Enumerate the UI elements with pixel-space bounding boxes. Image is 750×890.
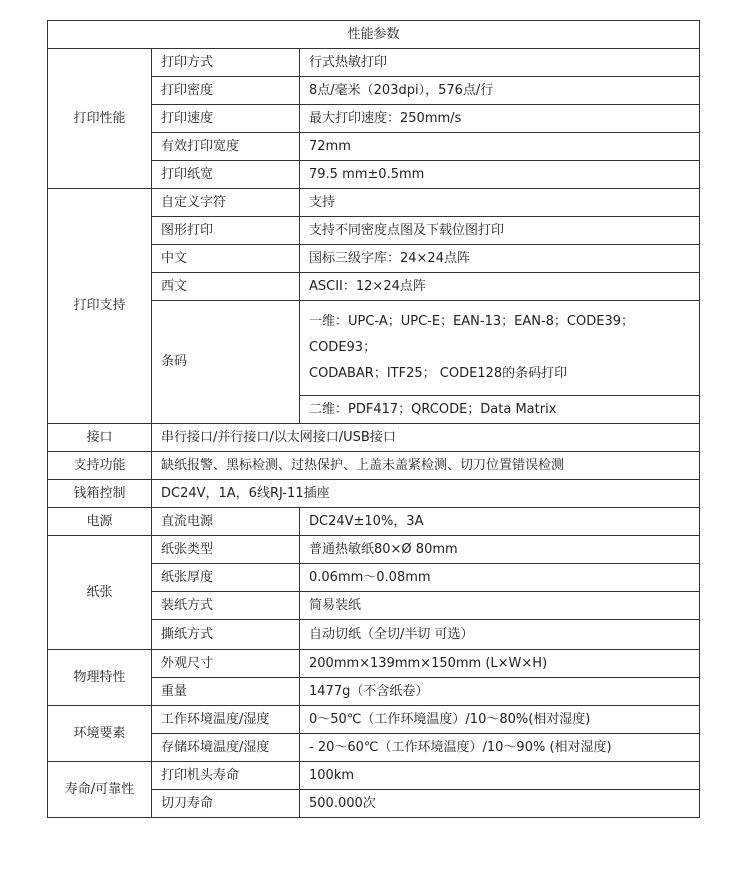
param-value: 普通热敏纸80×Ø 80mm [300, 536, 700, 564]
category-interface: 接口 [48, 424, 152, 452]
spec-table [47, 20, 700, 818]
param-value: 100km [300, 762, 700, 790]
param-value: 简易装纸 [300, 592, 700, 620]
param-value: DC24V±10%，3A [300, 508, 700, 536]
param-name: 打印密度 [152, 77, 300, 105]
param-value: 行式热敏打印 [300, 49, 700, 77]
category-physical: 物理特性 [48, 650, 152, 706]
table-row [48, 508, 700, 536]
param-value: 8点/毫米（203dpi），576点/行 [300, 77, 700, 105]
param-name: 装纸方式 [152, 592, 300, 620]
param-name-barcode: 条码 [152, 301, 300, 424]
param-name: 有效打印宽度 [152, 133, 300, 161]
param-value: 缺纸报警、黑标检测、过热保护、上盖未盖紧检测、切刀位置错误检测 [152, 452, 700, 480]
barcode-1d-value [300, 301, 700, 396]
category-power: 电源 [48, 508, 152, 536]
param-name: 自定义字符 [152, 189, 300, 217]
param-name: 中文 [152, 245, 300, 273]
param-name: 打印纸宽 [152, 161, 300, 189]
param-value: - 20～60℃（工作环境温度）/10～90% (相对湿度) [300, 734, 700, 762]
param-name: 图形打印 [152, 217, 300, 245]
table-row [48, 49, 700, 77]
param-value: 串行接口/并行接口/以太网接口/USB接口 [152, 424, 700, 452]
category-print-performance: 打印性能 [48, 49, 152, 189]
table-row [48, 452, 700, 480]
table-row [48, 650, 700, 678]
category-cashbox: 钱箱控制 [48, 480, 152, 508]
param-name: 撕纸方式 [152, 620, 300, 650]
param-value: 79.5 mm±0.5mm [300, 161, 700, 189]
param-name: 重量 [152, 678, 300, 706]
param-name: 切刀寿命 [152, 790, 300, 818]
param-name: 直流电源 [152, 508, 300, 536]
category-life: 寿命/可靠性 [48, 762, 152, 818]
param-name: 存储环境温度/湿度 [152, 734, 300, 762]
table-row [48, 189, 700, 217]
category-paper: 纸张 [48, 536, 152, 650]
param-name: 外观尺寸 [152, 650, 300, 678]
param-value: 自动切纸（全切/半切 可选） [300, 620, 700, 650]
param-value: ASCII：12×24点阵 [300, 273, 700, 301]
barcode-line: 一维：UPC-A；UPC-E；EAN-13；EAN-8；CODE39； [309, 314, 635, 329]
param-value: 支持不同密度点图及下载位图打印 [300, 217, 700, 245]
param-name: 西文 [152, 273, 300, 301]
table-row [48, 424, 700, 452]
param-name: 打印机头寿命 [152, 762, 300, 790]
param-value: DC24V，1A，6线RJ-11插座 [152, 480, 700, 508]
table-row [48, 762, 700, 790]
barcode-line: CODE93； [309, 340, 377, 355]
param-name: 工作环境温度/湿度 [152, 706, 300, 734]
param-name: 纸张厚度 [152, 564, 300, 592]
param-value: 500.000次 [300, 790, 700, 818]
param-value: 72mm [300, 133, 700, 161]
category-print-support: 打印支持 [48, 189, 152, 424]
param-value: 最大打印速度：250mm/s [300, 105, 700, 133]
table-row [48, 536, 700, 564]
table-row [48, 706, 700, 734]
param-value: 200mm×139mm×150mm (L×W×H) [300, 650, 700, 678]
barcode-2d-value: 二维：PDF417；QRCODE；Data Matrix [300, 396, 700, 424]
category-functions: 支持功能 [48, 452, 152, 480]
barcode-line: CODABAR；ITF25； CODE128的条码打印 [309, 366, 568, 381]
table-row [48, 480, 700, 508]
table-title: 性能参数 [48, 21, 700, 49]
param-name: 打印速度 [152, 105, 300, 133]
category-environment: 环境要素 [48, 706, 152, 762]
param-value: 国标三级字库：24×24点阵 [300, 245, 700, 273]
title-row [48, 21, 700, 49]
param-value: 支持 [300, 189, 700, 217]
param-value: 0.06mm～0.08mm [300, 564, 700, 592]
param-value: 0～50℃（工作环境温度）/10～80%(相对湿度) [300, 706, 700, 734]
param-value: 1477g（不含纸卷） [300, 678, 700, 706]
param-name: 纸张类型 [152, 536, 300, 564]
param-name: 打印方式 [152, 49, 300, 77]
